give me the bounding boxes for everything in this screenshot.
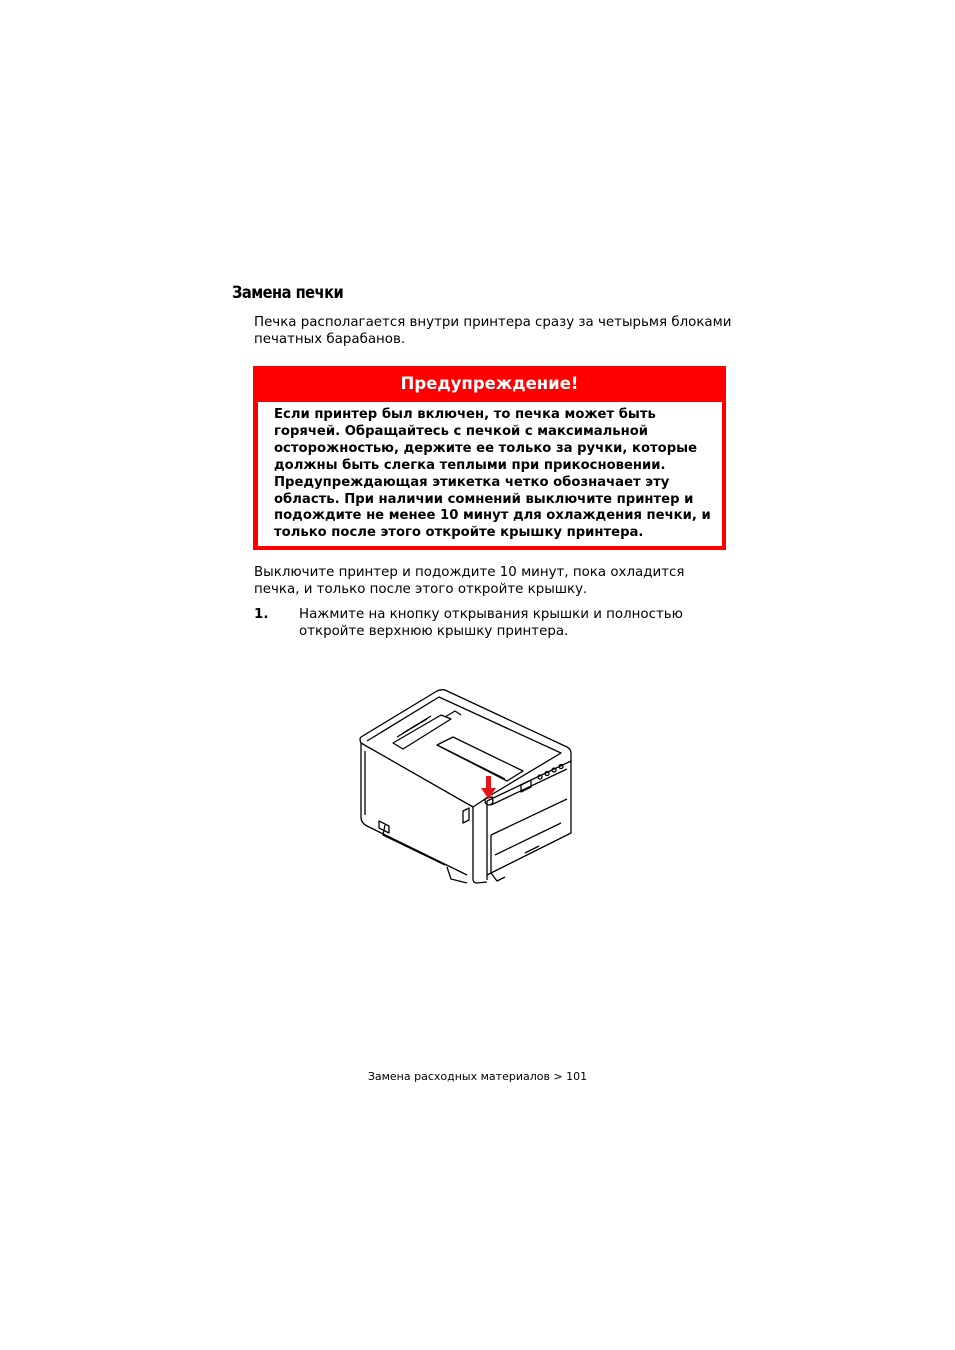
warning-text: Если принтер был включен, то печка может быть горячей. Обращайтесь с печкой с максимальной осторожностью, держите ее только за ручки, которые должны быть слегка теплыми при прикосновении. Предупреждающая этикетка четко обозначает эту область. При наличии сомнений выключите принтер и подождите не менее 10 минут для охлаждения печки, и только после этого откройте крышку принтера. xyxy=(258,402,722,546)
page-footer: Замена расходных материалов > 101 xyxy=(367,1070,588,1083)
step-number: 1. xyxy=(254,607,269,622)
page-title: Замена печки xyxy=(232,283,344,303)
arrow-down-icon xyxy=(481,776,496,799)
warning-title: Предупреждение! xyxy=(400,374,579,393)
warning-box xyxy=(253,366,726,550)
intro-paragraph: Печка располагается внутри принтера сразу за четырьмя блоками печатных барабанов. xyxy=(254,315,732,347)
instruction-paragraph: Выключите принтер и подождите 10 минут, пока охладится печка, и только после этого откройте крышку. xyxy=(254,565,685,597)
step-text: Нажмите на кнопку открывания крышки и полностью откройте верхнюю крышку принтера. xyxy=(299,607,683,639)
printer-illustration xyxy=(355,685,580,890)
